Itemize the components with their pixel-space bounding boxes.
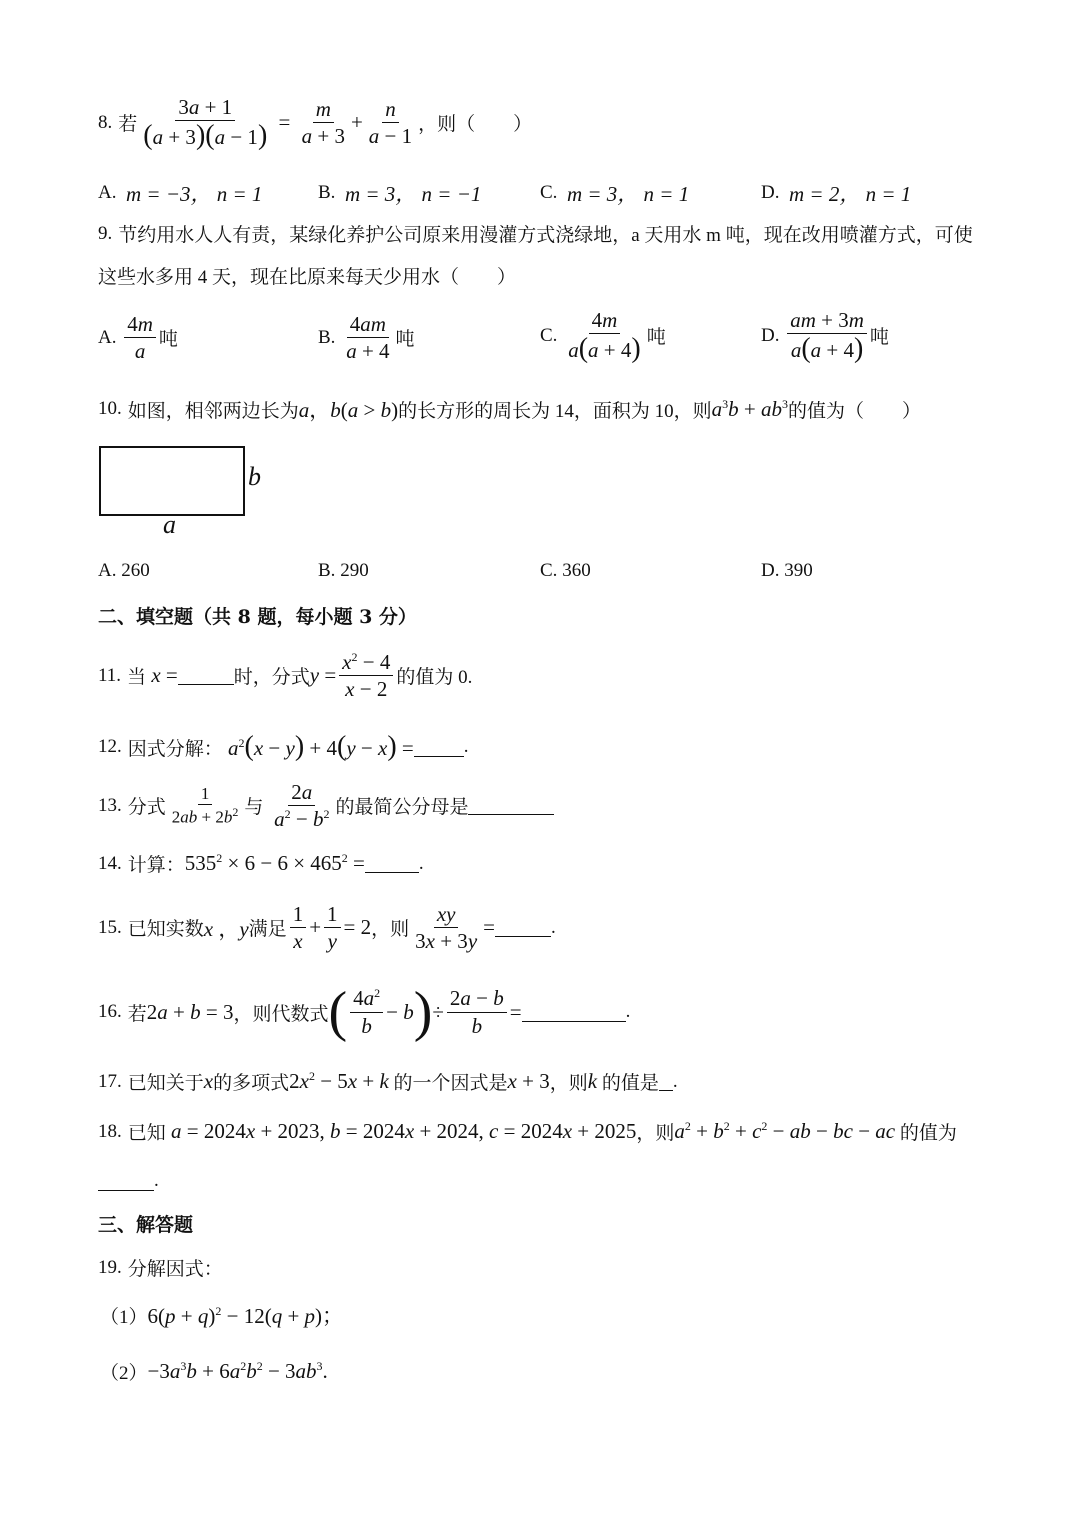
question-text: 如图，相邻两边长为 [127, 400, 299, 422]
question-text: 已知 [127, 1123, 166, 1144]
question-text: 已知实数 [127, 919, 204, 941]
answer-blank[interactable] [522, 1003, 626, 1022]
rectangle-figure [99, 446, 245, 516]
question-number: 13. [98, 794, 122, 816]
question-text: 的值是 [601, 1073, 659, 1094]
part-label: （1） [100, 1306, 148, 1328]
option-b[interactable]: B. $\frac{4am}{a + 4}$ 吨 [318, 312, 415, 364]
question-text: 若 [127, 1003, 147, 1025]
option-a[interactable]: A. 260 [98, 560, 150, 581]
question-text: 的一个因式是 [393, 1073, 508, 1094]
section-heading: 三、解答题 [98, 1214, 194, 1236]
question-8: 8. 若 $\frac{3a + 1}{(a + 3)(a - 1)}$ = $\frac{m}{a + 3}$ + $\frac{n}{a - 1}$ ，则（ ） [98, 95, 533, 152]
question-number: 9. [98, 222, 113, 244]
answer-blank[interactable] [98, 1172, 154, 1191]
answer-blank[interactable] [468, 796, 554, 815]
question-text: ，则 [636, 1123, 675, 1144]
question-number: 16. [98, 1001, 122, 1022]
label-a: a [163, 510, 176, 539]
question-text: 的值为 [899, 1123, 957, 1144]
fraction: $\frac{3a + 1}{(a + 3)(a - 1)}$ [143, 95, 268, 152]
question-19-part1: （1） $6(p + q)^2 - 12(q + p)$； [100, 1300, 343, 1330]
question-text: 的长方形的周长为 14，面积为 10，则 [398, 400, 712, 422]
question-text: ，则（ ） [418, 114, 533, 136]
question-number: 17. [98, 1070, 122, 1092]
question-text: 分解因式： [127, 1259, 223, 1280]
question-text: 与 [244, 797, 264, 819]
question-text: 的多项式 [213, 1073, 290, 1094]
question-12: 12. 因式分解： $a^2(x - y) + 4(y - x)$ = . [98, 731, 469, 762]
option-d[interactable]: D. $\frac{am + 3m}{a(a + 4)}$ 吨 [761, 308, 889, 365]
question-text: 的最简公分母是 [335, 797, 469, 819]
question-text: 的值为 0. [396, 667, 473, 689]
question-13: 13. 分式 $\frac{1}{2ab + 2b^2}$ 与 $\frac{2a}{a^2 - b^2}$ 的最简公分母是 [98, 780, 554, 831]
question-14: 14. 计算： $535^2 \times 6 - 6 \times 465^2$ = . [98, 851, 424, 876]
question-17: 17. 已知关于 x 的多项式 $2x^2 - 5x + k$ 的一个因式是 x + 3 ，则 k 的值是 . [98, 1069, 678, 1094]
question-number: 19. [98, 1256, 122, 1278]
question-16: 16. 若 2a + b = 3 ，则代数式 ( $\frac{4a^2}{b}$ − b ) ÷ $\frac{2a - b}{b}$ = . [98, 981, 631, 1043]
question-text: 满足 [248, 919, 287, 941]
answer-blank[interactable] [178, 666, 234, 685]
question-number: 12. [98, 736, 122, 757]
question-18-line2: . [98, 1170, 159, 1192]
fraction: $\frac{n}{a - 1}$ [368, 96, 413, 149]
question-19 [98, 1254, 223, 1281]
question-text: ，则代数式 [233, 1003, 329, 1025]
option-c[interactable]: C. m = 3， n = 1 [540, 182, 690, 206]
question-text: 因式分解： [127, 738, 223, 760]
question-number: 18. [98, 1120, 122, 1142]
question-text: 的值为（ ） [787, 400, 921, 422]
option-a[interactable]: A. m = −3， n = 1 [98, 182, 263, 206]
question-number: 10. [98, 398, 122, 419]
question-text: 时，分式 [233, 667, 310, 689]
answer-blank[interactable] [495, 918, 551, 937]
question-text: 若 [118, 114, 138, 136]
question-text: 这些水多用 4 天，现在比原来每天少用水（ ） [98, 267, 517, 288]
answer-blank[interactable] [365, 854, 419, 873]
question-text: ，则 [549, 1073, 588, 1094]
question-text: 当 [127, 667, 147, 689]
question-11: 11. 当 x = 时，分式 y = $\frac{x^2 - 4}{x - 2}$ 的值为 0. [98, 650, 473, 702]
question-text: ，则 [371, 919, 410, 941]
question-number: 8. [98, 111, 113, 133]
question-number: 15. [98, 916, 122, 938]
question-9 [98, 220, 973, 247]
question-text: 分式 [127, 797, 166, 819]
question-18: 18. 已知 a = 2024x + 2023, b = 2024x + 2024, c = 2024x + 2025 ，则 $a^2 + b^2 + c^2$ − ab − bc − ac 的值为 [98, 1119, 957, 1144]
fraction: $\frac{m}{a + 3}$ [301, 96, 345, 149]
option-c[interactable]: C. 360 [540, 560, 591, 581]
option-d[interactable]: D. 390 [761, 560, 813, 581]
question-19-part2: （2） $-3a^3b + 6a^2b^2 - 3ab^3$. [100, 1359, 328, 1384]
question-9-line2 [98, 262, 516, 289]
option-c[interactable]: C. $\frac{4m}{a(a + 4)}$ 吨 [540, 308, 666, 365]
answer-blank[interactable] [414, 738, 464, 757]
option-b[interactable]: B. 290 [318, 560, 369, 581]
question-15: 15. 已知实数 x ，y 满足 $\frac{1}{x}$ + $\frac{1}{y}$ = 2 ，则 $\frac{xy}{3x + 3y}$ = . [98, 902, 556, 954]
question-text: 已知关于 [127, 1073, 204, 1094]
question-10: 10. 如图，相邻两边长为 a，b(a > b) 的长方形的周长为 14，面积为 10，则 $a^3b + ab^3$ 的值为（ ） [98, 396, 921, 422]
question-number: 11. [98, 664, 122, 686]
option-a[interactable]: A. $\frac{4m}{a}$ 吨 [98, 312, 178, 364]
question-text: 计算： [127, 855, 185, 876]
answer-blank[interactable] [659, 1072, 673, 1091]
option-d[interactable]: D. m = 2， n = 1 [761, 182, 912, 206]
part-label: （2） [100, 1363, 148, 1384]
label-b: b [248, 462, 261, 491]
section-heading: 二、填空题（共 8 题，每小题 3 分） [98, 606, 417, 628]
question-text: 节约用水人人有责，某绿化养护公司原来用漫灌方式浇绿地，a 天用水 m 吨，现在改用喷灌方式，可使 [118, 225, 973, 246]
question-number: 14. [98, 852, 122, 874]
option-b[interactable]: B. m = 3， n = −1 [318, 182, 482, 206]
